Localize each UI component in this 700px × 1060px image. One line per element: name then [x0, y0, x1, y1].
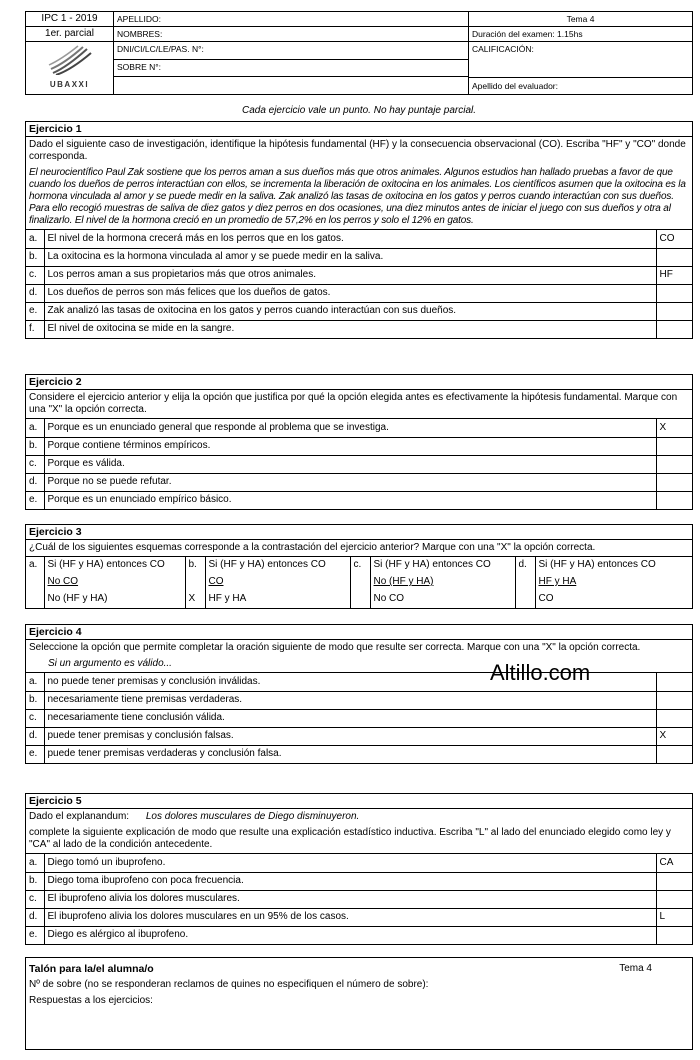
exercise-4-options — [26, 673, 692, 763]
scheme-line: Si (HF y HA) entonces CO — [370, 557, 515, 574]
exercise-1-title: Ejercicio 1 — [26, 122, 692, 137]
option-letter: b. — [26, 248, 44, 266]
option-letter: c. — [26, 266, 44, 284]
exam-header — [25, 11, 693, 95]
option-letter: b. — [26, 691, 44, 709]
answer-cell[interactable] — [656, 473, 692, 491]
option-text: El ibuprofeno alivia los dolores musculares en un 95% de los casos. — [44, 908, 656, 926]
answer-cell[interactable] — [656, 248, 692, 266]
option-letter: a. — [26, 854, 44, 872]
option-text: Porque es un enunciado general que responde al problema que se investiga. — [44, 419, 656, 437]
option-row — [26, 727, 692, 745]
option-text: puede tener premisas y conclusión falsas. — [44, 727, 656, 745]
sobre-field[interactable]: SOBRE N°: — [114, 59, 469, 77]
answer-cell[interactable] — [656, 284, 692, 302]
option-letter: d. — [26, 473, 44, 491]
scheme-line: Si (HF y HA) entonces CO — [535, 557, 692, 574]
scheme-letter: a. — [26, 557, 44, 574]
option-row — [26, 437, 692, 455]
option-text: El nivel de la hormona crecerá más en los perros que en los gatos. — [44, 230, 656, 248]
answer-cell[interactable] — [656, 745, 692, 763]
answer-cell[interactable] — [656, 302, 692, 320]
logo-text: UBAXXI — [49, 80, 90, 89]
option-letter: e. — [26, 926, 44, 944]
option-row — [26, 230, 692, 248]
option-text: no puede tener premisas y conclusión inválidas. — [44, 673, 656, 691]
student-stub — [25, 957, 693, 1050]
answer-cell[interactable] — [656, 320, 692, 338]
answer-cell[interactable] — [656, 890, 692, 908]
option-row — [26, 284, 692, 302]
answer-cell[interactable]: X — [656, 419, 692, 437]
option-row — [26, 691, 692, 709]
exercise-5-prompt: complete la siguiente explicación de modo que resulte una explicación estadístico inductiva. Escriba "L" al lado del enunciado elegido como ley y "CA" al lado de la condición antecedente. — [26, 825, 692, 854]
option-letter: d. — [26, 284, 44, 302]
answer-cell[interactable] — [656, 437, 692, 455]
exercise-5-options — [26, 854, 692, 944]
option-row — [26, 709, 692, 727]
exercise-2-options — [26, 419, 692, 509]
exercise-1-options — [26, 230, 692, 338]
option-letter: d. — [26, 908, 44, 926]
exercise-4-stem: Si un argumento es válido... — [26, 656, 692, 673]
calificacion-label: CALIFICACIÓN: — [469, 42, 692, 78]
answer-cell[interactable]: CO — [656, 230, 692, 248]
apellido-field[interactable]: APELLIDO: — [114, 12, 469, 27]
option-text: Porque es válida. — [44, 455, 656, 473]
answer-cell[interactable] — [656, 709, 692, 727]
explanandum-label: Dado el explanandum: — [29, 811, 130, 822]
exercise-2-prompt: Considere el ejercicio anterior y elija la opción que justifica por qué la opción elegida antes es efectivamente la hipótesis fundamental. Marque con una "X" la opción correcta. — [26, 390, 692, 419]
option-row — [26, 908, 692, 926]
stub-tema: Tema 4 — [619, 963, 652, 974]
scheme-mark[interactable] — [350, 591, 370, 608]
option-row — [26, 320, 692, 338]
exercise-3 — [25, 524, 693, 609]
uba-logo — [26, 42, 114, 95]
stub-sobre[interactable]: Nº de sobre (no se responderan reclamos de quines no especifiquen el número de sobre): — [29, 979, 429, 990]
exam-type: 1er. parcial — [26, 27, 114, 42]
option-text: Porque es un enunciado empírico básico. — [44, 491, 656, 509]
option-row — [26, 890, 692, 908]
scheme-mark[interactable] — [26, 591, 44, 608]
option-text: El nivel de oxitocina se mide en la sangre. — [44, 320, 656, 338]
option-letter: c. — [26, 890, 44, 908]
scheme-mark[interactable] — [515, 591, 535, 608]
option-row — [26, 473, 692, 491]
exercise-3-schemes — [26, 556, 692, 608]
scheme-line: No CO — [44, 574, 185, 591]
option-row — [26, 419, 692, 437]
exercise-4-title: Ejercicio 4 — [26, 625, 692, 640]
answer-cell[interactable] — [656, 926, 692, 944]
watermark: Altillo.com — [490, 660, 591, 685]
answer-cell[interactable] — [656, 491, 692, 509]
scheme-line: CO — [205, 574, 350, 591]
exercise-4-prompt: Seleccione la opción que permite completar la oración siguiente de modo que resulte ser correcta. Marque con una "X" la opción correcta. — [29, 642, 641, 653]
option-letter: a. — [26, 419, 44, 437]
option-row — [26, 302, 692, 320]
option-text: Porque contiene términos empíricos. — [44, 437, 656, 455]
option-text: Zak analizó las tasas de oxitocina en los gatos y perros cuando interactúan con sus dueños. — [44, 302, 656, 320]
scheme-letter: d. — [515, 557, 535, 574]
option-text: Porque no se puede refutar. — [44, 473, 656, 491]
option-row — [26, 872, 692, 890]
option-text: El ibuprofeno alivia los dolores musculares. — [44, 890, 656, 908]
exercise-1-prompt: Dado el siguiente caso de investigación, identifique la hipótesis fundamental (HF) y la consecuencia observacional (CO). Escriba "HF" y "CO" donde corresponda. — [29, 139, 686, 162]
tema-label: Tema 4 — [469, 12, 693, 27]
uba-logo-icon — [47, 45, 93, 75]
answer-cell[interactable] — [656, 691, 692, 709]
option-text: necesariamente tiene premisas verdaderas. — [44, 691, 656, 709]
option-text: La oxitocina es la hormona vinculada al amor y se puede medir en la saliva. — [44, 248, 656, 266]
duracion-label: Duración del examen: 1.15hs — [469, 27, 693, 42]
option-row — [26, 455, 692, 473]
option-text: puede tener premisas verdaderas y conclusión falsa. — [44, 745, 656, 763]
option-text: Diego toma ibuprofeno con poca frecuencia. — [44, 872, 656, 890]
scheme-mark[interactable] — [185, 574, 205, 591]
scheme-line: HF y HA — [205, 591, 350, 608]
option-letter: a. — [26, 230, 44, 248]
scheme-line: HF y HA — [538, 576, 577, 587]
scheme-letter: b. — [185, 557, 205, 574]
option-row — [26, 673, 692, 691]
option-letter: b. — [26, 437, 44, 455]
answer-cell[interactable] — [656, 872, 692, 890]
course-code: IPC 1 - 2019 — [26, 12, 114, 27]
exercise-5-explanandum — [26, 809, 692, 825]
exercise-4 — [25, 624, 693, 764]
answer-cell[interactable]: HF — [656, 266, 692, 284]
empty-field — [114, 77, 469, 95]
answer-cell[interactable]: L — [656, 908, 692, 926]
scheme-mark[interactable]: X — [185, 591, 205, 608]
answer-cell[interactable] — [656, 673, 692, 691]
scheme-mark[interactable] — [350, 574, 370, 591]
option-letter: c. — [26, 709, 44, 727]
exercise-2-title: Ejercicio 2 — [26, 375, 692, 390]
option-row — [26, 491, 692, 509]
option-letter: c. — [26, 455, 44, 473]
option-letter: d. — [26, 727, 44, 745]
scheme-line: Si (HF y HA) entonces CO — [44, 557, 185, 574]
option-text: Diego es alérgico al ibuprofeno. — [44, 926, 656, 944]
scheme-line: No (HF y HA) — [370, 574, 515, 591]
option-text: Los perros aman a sus propietarios más que otros animales. — [44, 266, 656, 284]
option-letter: e. — [26, 491, 44, 509]
exercise-5 — [25, 793, 693, 945]
exercise-3-prompt: ¿Cuál de los siguientes esquemas corresponde a la contrastación del ejercicio anterior? Marque con una "X" la opción correcta. — [29, 542, 596, 553]
option-row — [26, 266, 692, 284]
scheme-line: No CO — [370, 591, 515, 608]
option-row — [26, 854, 692, 872]
nombres-field[interactable]: NOMBRES: — [114, 27, 469, 42]
exercise-3-title: Ejercicio 3 — [26, 525, 692, 540]
dni-field[interactable]: DNI/CI/LC/LE/PAS. N°: — [114, 42, 469, 60]
stub-title: Talón para la/el alumna/o — [29, 963, 154, 975]
answer-cell[interactable] — [656, 455, 692, 473]
option-letter: b. — [26, 872, 44, 890]
option-row — [26, 745, 692, 763]
option-text: Diego tomó un ibuprofeno. — [44, 854, 656, 872]
instructions: Cada ejercicio vale un punto. No hay puntaje parcial. — [241, 105, 477, 116]
option-letter: e. — [26, 745, 44, 763]
exercise-5-title: Ejercicio 5 — [26, 794, 692, 809]
calificacion-block — [469, 42, 693, 95]
evaluador-label: Apellido del evaluador: — [472, 81, 559, 91]
option-letter: a. — [26, 673, 44, 691]
option-text: Los dueños de perros son más felices que los dueños de gatos. — [44, 284, 656, 302]
answer-cell[interactable]: CA — [656, 854, 692, 872]
scheme-line: CO — [538, 593, 554, 604]
answer-cell[interactable]: X — [656, 727, 692, 745]
exercise-2 — [25, 374, 693, 510]
option-row — [26, 926, 692, 944]
exercise-1 — [25, 121, 693, 339]
scheme-line: No (HF y HA) — [44, 591, 185, 608]
option-letter: f. — [26, 320, 44, 338]
option-letter: e. — [26, 302, 44, 320]
scheme-line: Si (HF y HA) entonces CO — [205, 557, 350, 574]
exercise-1-case: El neurocientífico Paul Zak sostiene que los perros aman a sus dueños más que otros animales. Algunos estudios han hallado pruebas a favor de que cuando los dueños de perros interactúan con ellos, se incrementa la liberación de oxitocina en los animales. Los científicos asumen que la oxitocina es la hormona vinculada al amor y se puede medir en la saliva. Zak analizó las tasas de oxitocina en los gatos y perros cuando interactúan con sus dueños. Para ello recogió muestras de saliva de diez gatos y diez perros en dos ocasiones, una diez minutos antes de iniciar el juego con sus dueños y otra al finalizarlo. El nivel de la hormona creció en un promedio de 57,2% en los perros y solo el 12% en gatos. — [26, 165, 692, 230]
scheme-mark[interactable] — [515, 574, 535, 591]
scheme-letter: c. — [350, 557, 370, 574]
scheme-mark[interactable] — [26, 574, 44, 591]
stub-respuestas[interactable]: Respuestas a los ejercicios: — [29, 995, 153, 1006]
option-text: necesariamente tiene conclusión válida. — [44, 709, 656, 727]
option-row — [26, 248, 692, 266]
explanandum-text: Los dolores musculares de Diego disminuyeron. — [145, 811, 360, 822]
